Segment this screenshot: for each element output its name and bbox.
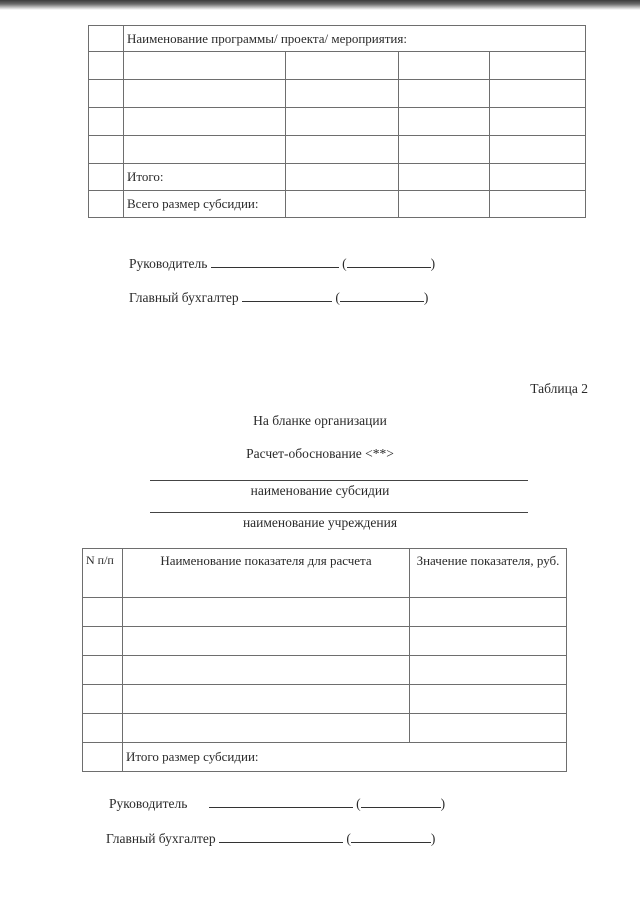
col-value-header: Значение показателя, руб. xyxy=(410,549,567,598)
signature-director-bottom: Руководитель ( ) xyxy=(109,796,446,811)
table-row xyxy=(83,714,567,743)
institution-name-line xyxy=(150,512,528,513)
letterhead-note: На бланке организации xyxy=(253,413,387,428)
table-row xyxy=(89,80,586,108)
subsidy-name-label: наименование субсидии xyxy=(250,483,390,498)
table-row xyxy=(89,191,586,218)
col-number-header: N п/п xyxy=(83,549,123,598)
name-field: ( ) xyxy=(356,796,446,811)
name-field: ( ) xyxy=(342,256,436,271)
program-table xyxy=(88,25,586,218)
program-name-header: Наименование программы/ проекта/ мероприятия: xyxy=(124,26,586,52)
table-row xyxy=(89,108,586,136)
table-row xyxy=(83,627,567,656)
col-name-header: Наименование показателя для расчета xyxy=(123,549,410,598)
calculation-table xyxy=(82,548,567,772)
table-row xyxy=(89,136,586,164)
scan-edge xyxy=(0,0,640,10)
signature-line xyxy=(211,266,339,268)
subsidy-name-line xyxy=(150,480,528,481)
table-row xyxy=(83,598,567,627)
table-row xyxy=(89,52,586,80)
table-row xyxy=(89,26,586,52)
total-label: Итого: xyxy=(124,164,286,191)
name-field: ( ) xyxy=(346,831,436,846)
signature-director: Руководитель ( ) xyxy=(129,256,436,271)
signature-accountant: Главный бухгалтер ( ) xyxy=(129,290,429,305)
institution-name-label: наименование учреждения xyxy=(242,515,398,530)
signature-line xyxy=(209,806,353,808)
signature-accountant-bottom: Главный бухгалтер ( ) xyxy=(106,831,436,846)
table-header xyxy=(83,549,567,598)
total-subsidy-label: Итого размер субсидии: xyxy=(123,743,567,772)
table-row xyxy=(83,743,567,772)
signature-line xyxy=(242,300,332,302)
doc-title: Расчет-обоснование <**> xyxy=(246,446,394,461)
signature-line xyxy=(219,841,343,843)
table-row xyxy=(89,164,586,191)
subsidy-total-label: Всего размер субсидии: xyxy=(124,191,286,218)
name-field: ( ) xyxy=(335,290,429,305)
table-row xyxy=(83,685,567,714)
table-row xyxy=(83,656,567,685)
table-caption: Таблица 2 xyxy=(530,381,588,396)
